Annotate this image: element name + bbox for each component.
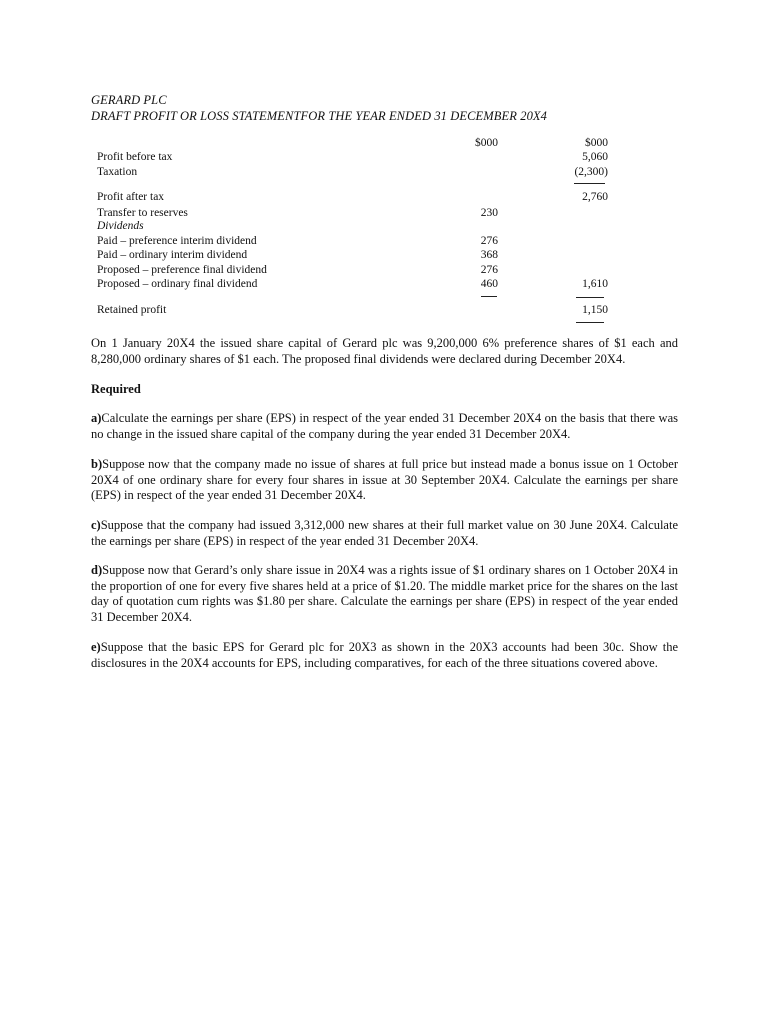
row-label-transfer-to-reserves: Transfer to reserves xyxy=(97,207,188,219)
row-label-paid-ord-interim: Paid – ordinary interim dividend xyxy=(97,249,248,261)
question-e-letter: e) xyxy=(91,640,101,654)
dividends-heading: Dividends xyxy=(97,220,144,232)
question-b-letter: b) xyxy=(91,457,103,471)
row-value-profit-after-tax: 2,760 xyxy=(582,191,608,203)
row-value-taxation: (2,300) xyxy=(574,166,608,178)
row-value-transfer-to-reserves: 230 xyxy=(480,207,498,219)
intro-paragraph: On 1 January 20X4 the issued share capital of Gerard plc was 9,200,000 6% preference shares of $1 each and 8,280,000 ordinary shares of $1 each. The proposed final dividends were declared during December 20X4. xyxy=(91,336,678,366)
col1-header: $000 xyxy=(475,137,498,149)
row-value-paid-pref-interim: 276 xyxy=(480,235,498,247)
retained-profit-rule xyxy=(576,322,604,323)
total-rule xyxy=(576,297,604,298)
question-b xyxy=(91,457,678,504)
row-value-proposed-ord-final: 460 xyxy=(480,278,498,290)
required-heading: Required xyxy=(91,382,141,396)
col2-header: $000 xyxy=(585,137,608,149)
question-d-letter: d) xyxy=(91,563,103,577)
question-c xyxy=(91,518,678,549)
question-e xyxy=(91,640,678,671)
row-label-proposed-ord-final: Proposed – ordinary final dividend xyxy=(97,278,258,290)
row-value-paid-ord-interim: 368 xyxy=(480,249,498,261)
row-label-paid-pref-interim: Paid – preference interim dividend xyxy=(97,235,257,247)
statement-title: DRAFT PROFIT OR LOSS STATEMENTFOR THE YEAR ENDED 31 DECEMBER 20X4 xyxy=(91,109,548,123)
row-value-proposed-pref-final: 276 xyxy=(480,264,498,276)
question-d xyxy=(91,563,678,626)
question-c-letter: c) xyxy=(91,518,101,532)
question-e-text: Suppose that the basic EPS for Gerard plc for 20X3 as shown in the 20X3 accounts had been 30c. Show the disclosures in the 20X4 accounts for EPS, including comparatives, for each of the three situations covered above. xyxy=(91,640,678,670)
row-label-profit-after-tax: Profit after tax xyxy=(97,191,165,203)
subtotal-rule xyxy=(574,183,605,184)
profit-loss-statement xyxy=(0,0,768,330)
question-a-text: Calculate the earnings per share (EPS) in respect of the year ended 31 December 20X4 on the basis that there was no change in the issued share capital of the company during the year ended 31 December 20X4. xyxy=(91,411,678,441)
question-b-text: Suppose now that the company made no issue of shares at full price but instead made a bonus issue on 1 October 20X4 of one ordinary share for every four shares in issue at 30 September 20X4. Calculate the earnings per share (EPS) in respect of the year ended 31 December 20X4. xyxy=(91,457,678,503)
question-c-text: Suppose that the company had issued 3,312,000 new shares at their full market value on 30 June 20X4. Calculate the earnings per share (EPS) in respect of the year ended 31 December 20X4. xyxy=(91,518,678,548)
row-value-profit-before-tax: 5,060 xyxy=(582,151,608,163)
row-label-proposed-pref-final: Proposed – preference final dividend xyxy=(97,264,267,276)
question-a xyxy=(91,411,678,442)
company-name: GERARD PLC xyxy=(91,93,167,107)
question-a-letter: a) xyxy=(91,411,102,425)
row-label-retained-profit: Retained profit xyxy=(97,304,167,316)
dividends-rule xyxy=(481,296,497,297)
row-label-profit-before-tax: Profit before tax xyxy=(97,151,173,163)
row-label-taxation: Taxation xyxy=(97,166,138,178)
question-d-text: Suppose now that Gerard’s only share issue in 20X4 was a rights issue of $1 ordinary shares on 1 October 20X4 in the proportion of one for every five shares held at a price of $1.20. The middle market price for the shares on the last day of quotation cum rights was $1.80 per share. Calculate the earnings per share (EPS) in respect of the year ended 31 December 20X4. xyxy=(91,563,678,625)
row-value-retained-profit: 1,150 xyxy=(582,304,608,316)
row-value-dividends-total: 1,610 xyxy=(582,278,608,290)
